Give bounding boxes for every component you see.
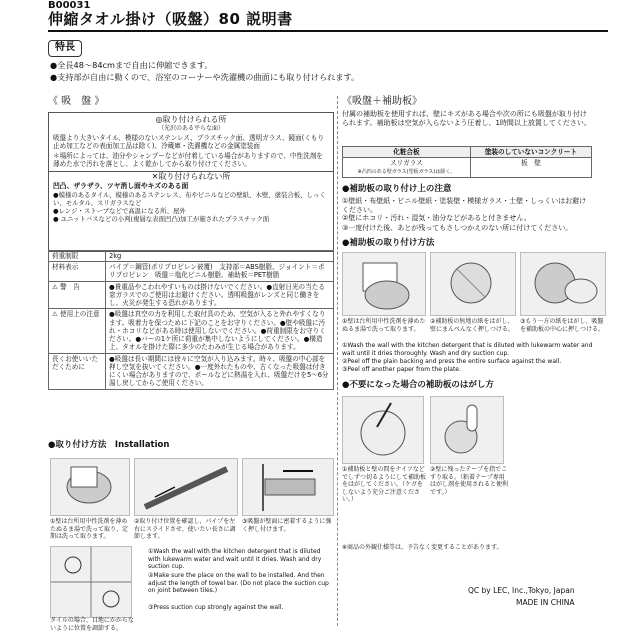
howto-caption-3: ③もう一方の紙をはがし、吸盤を補助板の中心に押しつける。: [520, 318, 605, 333]
spec-key: ⚠ 警 告: [49, 281, 106, 309]
attach-note-3: ③一度付けた後、あとが残ってもさしつかえのない所に付けてください。: [342, 224, 573, 232]
company-name: QC by LEC, Inc.,Tokyo, Japan: [468, 586, 575, 595]
can-attach-note: ＊場所によっては、油分やシャンプーなどが付着している場合がありますので、中性洗剤を薄めた水で汚れを落とし、よく乾かしてから取り付けてください。: [53, 151, 323, 169]
spec-change-note: ※商品の外観仕様等は、予告なく変更することがあります。: [342, 544, 503, 551]
tile-note: タイルの場合、目地にかからないように位置を調節する。: [50, 617, 134, 632]
spec-row: [49, 353, 334, 389]
howto-step3-illustration: [520, 252, 606, 316]
install-caption-3: ③吸盤が壁面に密着するように強く押し付けます。: [242, 518, 332, 533]
attach-note-2: ②壁にホコリ・汚れ・湿気・油分などがあると付きません。: [342, 214, 531, 222]
howto-en-2: ②Peel off the plain backing and press the entire surface against the wall.: [342, 358, 562, 365]
cannot-item-2: ●レンジ・ストーブなどで高温になる所、屋外: [53, 206, 186, 215]
hand-wipe-icon: [51, 459, 129, 515]
surface-header-2: 塗装のしていないコンクリート: [470, 147, 591, 158]
surface-header-1: 化粧合板: [343, 147, 471, 158]
surface-value-1: スリガラス ※凸凹のある壁ガラス(型板ガラス)は除く。: [343, 158, 471, 177]
spec-value: ●吸盤は長い期間には徐々に空気が入り込みます。時々、吸盤の中心部を押し空気を抜いてください。●一度外れたものや、古くなった吸盤は付きにくい場合がありますので、ポールなどに熱湯を入れ、吸盤だけを5～6分湯し戻してからご使用ください。: [106, 353, 334, 389]
spec-row: [49, 281, 334, 309]
feature-2: ●支持部が自由に動くので、浴室のコーナーや洗濯機の曲面にも取り付けられます。: [50, 72, 360, 82]
page-title: 伸縮タオル掛け（吸盤）80 説明書: [48, 10, 293, 28]
attach-note-1: ①壁紙・布壁紙・ビニル壁紙・塗装壁・模様ガラス・土壁・しっくいはお避けください。: [342, 197, 587, 214]
spec-value: ●貴重品やこわれやすいものは掛けないでください。●直射日光の当たる窓ガラスでのご使用はお避けください。透明吸盤がレンズと同じ働きをし、火災が発生する恐れがあります。: [106, 281, 334, 309]
howto-step1-illustration: [342, 252, 426, 316]
plate-press-icon: [431, 253, 515, 315]
feature-1: ●全長48～84cmまで自由に伸縮できます。: [50, 60, 213, 70]
spec-key: 長くお使いいただくために: [49, 353, 106, 389]
cannot-attach-title: ✕取り付けられない所: [49, 171, 333, 182]
howto-title: ●補助板の取り付け方法: [342, 238, 435, 248]
attach-places-box: [48, 112, 334, 252]
install-caption-2: ②取り付け位置を確認し、パイプを左右にスライドさせ、使いたい長さに調節します。: [134, 518, 236, 540]
howto-en-1: ①Wash the wall with the kitchen detergent that is diluted with lukewarm water and wait until it dries thoroughly. Wash and dry suction cup.: [342, 342, 593, 357]
spec-row: [49, 262, 334, 281]
plate-intro: 付属の補助板を使用すれば、壁にキズがある場合や次の所にも吸盤が取り付けられます。補助板は空気が入らないよう圧着し、1時間以上放置してください。: [342, 110, 591, 127]
install-en-2: ②Make sure the place on the wall to be installed. And then adjust the length of towel bar. (Do not place the suction cup on joint between tiles.): [148, 572, 329, 594]
cannot-item-3: ● ユニットバスなどの小判(複層な表面凹凸)加工が施されたプラスチック面: [53, 214, 270, 223]
remove-step2-illustration: [430, 396, 504, 464]
install-step3-illustration: [242, 458, 334, 516]
suction-section-title: 《 吸 盤 》: [48, 96, 105, 107]
install-step2-illustration: [134, 458, 238, 516]
howto-step2-illustration: [430, 252, 516, 316]
spec-value: 2kg: [106, 251, 334, 262]
spec-key: ⚠ 使用上の注意: [49, 309, 106, 353]
spec-table: [48, 250, 334, 390]
install-step1-illustration: [50, 458, 130, 516]
spec-row: [49, 251, 334, 262]
cannot-item-1: ●模様のあるタイル、模様のあるステンレス、布やビニルなどの壁紙、木壁、塗装合板、しっくい、モルタル、スリガラスなど: [53, 190, 326, 207]
spec-value: パイプ＝鋼管(ポリプロピレン被覆) 支持部＝ABS樹脂、ジョイント＝ポリプロピレン 吸盤＝塩化ビニル樹脂、補助板＝PET樹脂: [106, 262, 334, 281]
features-label: 特長: [48, 40, 82, 57]
product-code: B00031: [48, 0, 91, 11]
column-divider: [337, 96, 338, 626]
remove-step1-illustration: [342, 396, 424, 464]
spec-row: [49, 309, 334, 353]
surface-table: [342, 146, 592, 178]
press-suction-icon: [243, 459, 333, 515]
knife-icon: [343, 397, 423, 463]
howto-en-3: ③Peel off another paper from the plate.: [342, 366, 461, 373]
cannot-attach-head: 凹凸、ザラザラ、ツヤ消し面やキズのある面: [53, 182, 189, 191]
surface-value-2: 板 壁: [470, 158, 591, 177]
install-caption-1: ①壁は台所用中性洗剤を薄めたぬるま湯で洗って取り、定期は洗って取ります。: [50, 518, 129, 540]
spec-value: ●吸盤は真空の力を利用した取付具のため、空気が入ると外れやすくなります。吸着力を保つために下記のことをお守りください。●壁や吸盤に汚れ・ホコリなどがある時は使用しないでください。●荷重制限をお守りください。●バーの1ケ所に荷重が集中しないようにしてください。●構造上、タオルを掛けた際に多少のたわみが生じる場合があります。: [106, 309, 334, 353]
made-in: MADE IN CHINA: [516, 598, 575, 607]
tile-illustration: [50, 546, 132, 618]
remove-caption-1: ①補助板と壁の間をナイフなどでしずつ切るようにして補助板をはがしてください。（ケガをしないよう充分ご注意ください。）: [342, 466, 427, 503]
suction-press-icon: [521, 253, 605, 315]
install-en-1: ①Wash the wall with the kitchen detergent that is diluted with lukewarm water and wait until it dries. Wash and dry suction cup.: [148, 548, 322, 570]
can-attach-text: 吸盤より大きいタイル、模様のないステンレス、プラスチック面、透明ガラス、鏡面(くもり止め加工などの表面加工品は除く)、冷蔵庫・洗濯機などの金属塗装面: [53, 133, 325, 150]
hand-wipe-icon: [343, 253, 425, 315]
remove-title: ●不要になった場合の補助板のはがし方: [342, 380, 494, 390]
install-title: ●取り付け方法 Installation: [48, 440, 170, 450]
tile-grid-icon: [51, 547, 131, 617]
spec-key: 荷重制限: [49, 251, 106, 262]
can-attach-title: ◎取り付けられる所: [155, 115, 227, 124]
finger-rub-icon: [431, 397, 503, 463]
spec-key: 材料表示: [49, 262, 106, 281]
slide-bar-icon: [135, 459, 237, 515]
plate-section-title: 《吸盤＋補助板》: [342, 96, 422, 107]
install-en-3: ③Press suction cup strongly against the wall.: [148, 604, 284, 611]
howto-caption-2: ②補助板の無地の紙をはがし、壁にまんべんなく押しつける。: [430, 318, 514, 333]
can-attach-sub: （光沢のある平らな面）: [157, 125, 224, 132]
title-divider: [48, 30, 608, 32]
remove-caption-2: ②壁に残ったテープを指でこすり取る。（粘着テープ専用はがし剤を使用されると便利です。）: [430, 466, 509, 496]
howto-caption-1: ①壁は台所用中性洗剤を薄めたぬるま湯で洗って取ります。: [342, 318, 426, 333]
attach-notes-title: ●補助板の取り付け上の注意: [342, 184, 452, 194]
